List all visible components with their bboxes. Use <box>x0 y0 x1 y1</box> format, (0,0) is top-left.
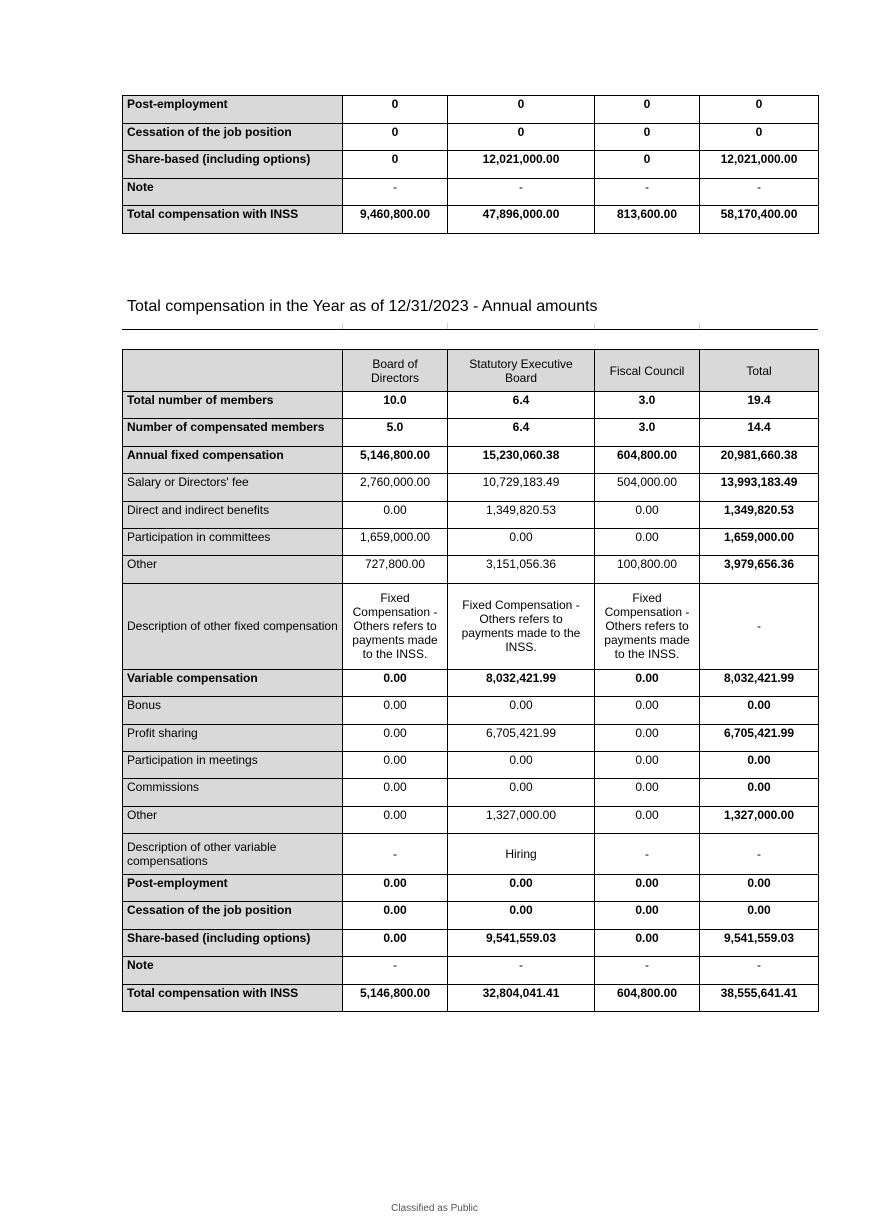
value-cell: - <box>700 178 819 206</box>
value-cell: 10,729,183.49 <box>448 474 595 501</box>
value-cell: 0.00 <box>343 902 448 929</box>
value-cell: 3,151,056.36 <box>448 556 595 583</box>
row-label: Participation in committees <box>123 528 343 555</box>
value-cell: 6,705,421.99 <box>448 724 595 751</box>
title-rule <box>122 329 818 330</box>
row-label: Salary or Directors' fee <box>123 474 343 501</box>
value-cell: 0.00 <box>595 902 700 929</box>
value-cell: 13,993,183.49 <box>700 474 819 501</box>
table-row-salary-or-directors-fee <box>123 474 819 501</box>
row-label: Total number of members <box>123 392 343 419</box>
value-cell: 32,804,041.41 <box>448 984 595 1011</box>
value-cell: Hiring <box>448 834 595 875</box>
value-cell: 12,021,000.00 <box>448 151 595 179</box>
value-cell: 0.00 <box>343 806 448 833</box>
value-cell: 0.00 <box>343 724 448 751</box>
value-cell: 1,659,000.00 <box>343 528 448 555</box>
value-cell: 0 <box>343 123 448 151</box>
value-cell: 0.00 <box>343 501 448 528</box>
value-cell: 0.00 <box>595 528 700 555</box>
table-row-participation-in-committees <box>123 528 819 555</box>
value-cell: - <box>448 178 595 206</box>
value-cell: 0.00 <box>343 697 448 724</box>
value-cell: 10.0 <box>343 392 448 419</box>
table-row-post-employment <box>123 96 819 124</box>
table-row-profit-sharing <box>123 724 819 751</box>
value-cell: 6,705,421.99 <box>700 724 819 751</box>
table-row-total-compensation-with-inss <box>123 206 819 234</box>
row-label: Number of compensated members <box>123 419 343 446</box>
value-cell: 0 <box>448 96 595 124</box>
table-row-annual-fixed-compensation <box>123 446 819 473</box>
value-cell: 0.00 <box>595 875 700 902</box>
table-row-description-of-other-variable-compensations <box>123 834 819 875</box>
value-cell: 0.00 <box>448 697 595 724</box>
row-label: Post-employment <box>123 875 343 902</box>
value-cell: 727,800.00 <box>343 556 448 583</box>
table-row-share-based-including-options <box>123 929 819 956</box>
row-label: Cessation of the job position <box>123 123 343 151</box>
previous-compensation-table <box>122 95 819 234</box>
value-cell: 813,600.00 <box>595 206 700 234</box>
value-cell: 9,541,559.03 <box>448 929 595 956</box>
row-label: Direct and indirect benefits <box>123 501 343 528</box>
value-cell: 504,000.00 <box>595 474 700 501</box>
value-cell: 8,032,421.99 <box>700 669 819 696</box>
value-cell: - <box>700 834 819 875</box>
value-cell: 6.4 <box>448 419 595 446</box>
value-cell: Fixed Compensation - Others refers to payments made to the INSS. <box>448 583 595 669</box>
value-cell: 0.00 <box>343 875 448 902</box>
row-label: Other <box>123 806 343 833</box>
value-cell: 0.00 <box>595 751 700 778</box>
value-cell: 0.00 <box>595 779 700 806</box>
value-cell: 0.00 <box>595 669 700 696</box>
value-cell: 0.00 <box>448 751 595 778</box>
value-cell: 0.00 <box>448 875 595 902</box>
value-cell: 604,800.00 <box>595 984 700 1011</box>
value-cell: 3.0 <box>595 392 700 419</box>
value-cell: 0.00 <box>595 724 700 751</box>
table-row-cessation-of-the-job-position <box>123 123 819 151</box>
header-board-of-directors: Board of Directors <box>343 350 448 392</box>
table-row-total-number-of-members <box>123 392 819 419</box>
value-cell: Fixed Compensation - Others refers to payments made to the INSS. <box>595 583 700 669</box>
row-label: Post-employment <box>123 96 343 124</box>
value-cell: 0.00 <box>595 929 700 956</box>
table-row-variable-compensation <box>123 669 819 696</box>
row-label: Annual fixed compensation <box>123 446 343 473</box>
table-row-participation-in-meetings <box>123 751 819 778</box>
value-cell: 0.00 <box>343 779 448 806</box>
value-cell: 0 <box>343 151 448 179</box>
value-cell: 100,800.00 <box>595 556 700 583</box>
annual-compensation-table-body <box>123 392 819 1012</box>
row-label: Variable compensation <box>123 669 343 696</box>
value-cell: 0.00 <box>700 902 819 929</box>
previous-compensation-table-body <box>123 96 819 234</box>
value-cell: 19.4 <box>700 392 819 419</box>
table-row-share-based-including-options <box>123 151 819 179</box>
value-cell: 0.00 <box>700 779 819 806</box>
value-cell: 2,760,000.00 <box>343 474 448 501</box>
row-label: Total compensation with INSS <box>123 206 343 234</box>
value-cell: 0.00 <box>343 751 448 778</box>
row-label: Bonus <box>123 697 343 724</box>
table-row-post-employment <box>123 875 819 902</box>
value-cell: 1,327,000.00 <box>700 806 819 833</box>
value-cell: 0 <box>448 123 595 151</box>
value-cell: - <box>595 834 700 875</box>
value-cell: - <box>700 957 819 984</box>
value-cell: 15,230,060.38 <box>448 446 595 473</box>
value-cell: 3,979,656.36 <box>700 556 819 583</box>
value-cell: 8,032,421.99 <box>448 669 595 696</box>
value-cell: 1,349,820.53 <box>700 501 819 528</box>
header-row <box>123 350 819 392</box>
section-title: Total compensation in the Year as of 12/31/2023 - Annual amounts <box>127 298 598 315</box>
value-cell: - <box>343 178 448 206</box>
value-cell: 0 <box>343 96 448 124</box>
header-corner-cell <box>123 350 343 392</box>
row-label: Description of other fixed compensation <box>123 583 343 669</box>
value-cell: 14.4 <box>700 419 819 446</box>
table-row-note <box>123 957 819 984</box>
table-row-cessation-of-the-job-position <box>123 902 819 929</box>
value-cell: 20,981,660.38 <box>700 446 819 473</box>
value-cell: 0.00 <box>448 528 595 555</box>
value-cell: 6.4 <box>448 392 595 419</box>
table-row-description-of-other-fixed-compensation <box>123 583 819 669</box>
value-cell: 0.00 <box>448 902 595 929</box>
row-label: Participation in meetings <box>123 751 343 778</box>
table-row-number-of-compensated-members <box>123 419 819 446</box>
value-cell: 0.00 <box>595 697 700 724</box>
row-label: Commissions <box>123 779 343 806</box>
row-label: Profit sharing <box>123 724 343 751</box>
value-cell: 0 <box>595 96 700 124</box>
value-cell: 0.00 <box>448 779 595 806</box>
value-cell: 47,896,000.00 <box>448 206 595 234</box>
value-cell: - <box>595 957 700 984</box>
value-cell: 0 <box>595 123 700 151</box>
annual-compensation-table <box>122 349 819 1012</box>
header-fiscal-council: Fiscal Council <box>595 350 700 392</box>
value-cell: 3.0 <box>595 419 700 446</box>
value-cell: 0.00 <box>343 929 448 956</box>
value-cell: 0.00 <box>700 875 819 902</box>
header-statutory-executive-board: Statutory Executive Board <box>448 350 595 392</box>
table-row-total-compensation-with-inss <box>123 984 819 1011</box>
value-cell: 0 <box>700 96 819 124</box>
row-label: Description of other variable compensations <box>123 834 343 875</box>
table-row-other <box>123 556 819 583</box>
value-cell: 1,327,000.00 <box>448 806 595 833</box>
classification-footer: Classified as Public <box>391 1203 478 1214</box>
value-cell: 5.0 <box>343 419 448 446</box>
row-label: Share-based (including options) <box>123 151 343 179</box>
value-cell: - <box>343 957 448 984</box>
value-cell: 0.00 <box>343 669 448 696</box>
value-cell: 5,146,800.00 <box>343 446 448 473</box>
value-cell: - <box>343 834 448 875</box>
value-cell: 12,021,000.00 <box>700 151 819 179</box>
value-cell: - <box>595 178 700 206</box>
value-cell: 0.00 <box>595 806 700 833</box>
row-label: Share-based (including options) <box>123 929 343 956</box>
value-cell: 9,541,559.03 <box>700 929 819 956</box>
row-label: Other <box>123 556 343 583</box>
value-cell: - <box>700 583 819 669</box>
value-cell: 58,170,400.00 <box>700 206 819 234</box>
value-cell: 9,460,800.00 <box>343 206 448 234</box>
row-label: Cessation of the job position <box>123 902 343 929</box>
value-cell: 0 <box>700 123 819 151</box>
header-total: Total <box>700 350 819 392</box>
table-row-other <box>123 806 819 833</box>
value-cell: 0.00 <box>595 501 700 528</box>
value-cell: 0.00 <box>700 751 819 778</box>
value-cell: 1,659,000.00 <box>700 528 819 555</box>
table-row-bonus <box>123 697 819 724</box>
table-row-direct-and-indirect-benefits <box>123 501 819 528</box>
value-cell: 1,349,820.53 <box>448 501 595 528</box>
row-label: Total compensation with INSS <box>123 984 343 1011</box>
value-cell: 0 <box>595 151 700 179</box>
value-cell: 604,800.00 <box>595 446 700 473</box>
value-cell: 38,555,641.41 <box>700 984 819 1011</box>
value-cell: 0.00 <box>700 697 819 724</box>
value-cell: 5,146,800.00 <box>343 984 448 1011</box>
value-cell: Fixed Compensation - Others refers to payments made to the INSS. <box>343 583 448 669</box>
table-row-commissions <box>123 779 819 806</box>
row-label: Note <box>123 178 343 206</box>
row-label: Note <box>123 957 343 984</box>
table-row-note <box>123 178 819 206</box>
value-cell: - <box>448 957 595 984</box>
